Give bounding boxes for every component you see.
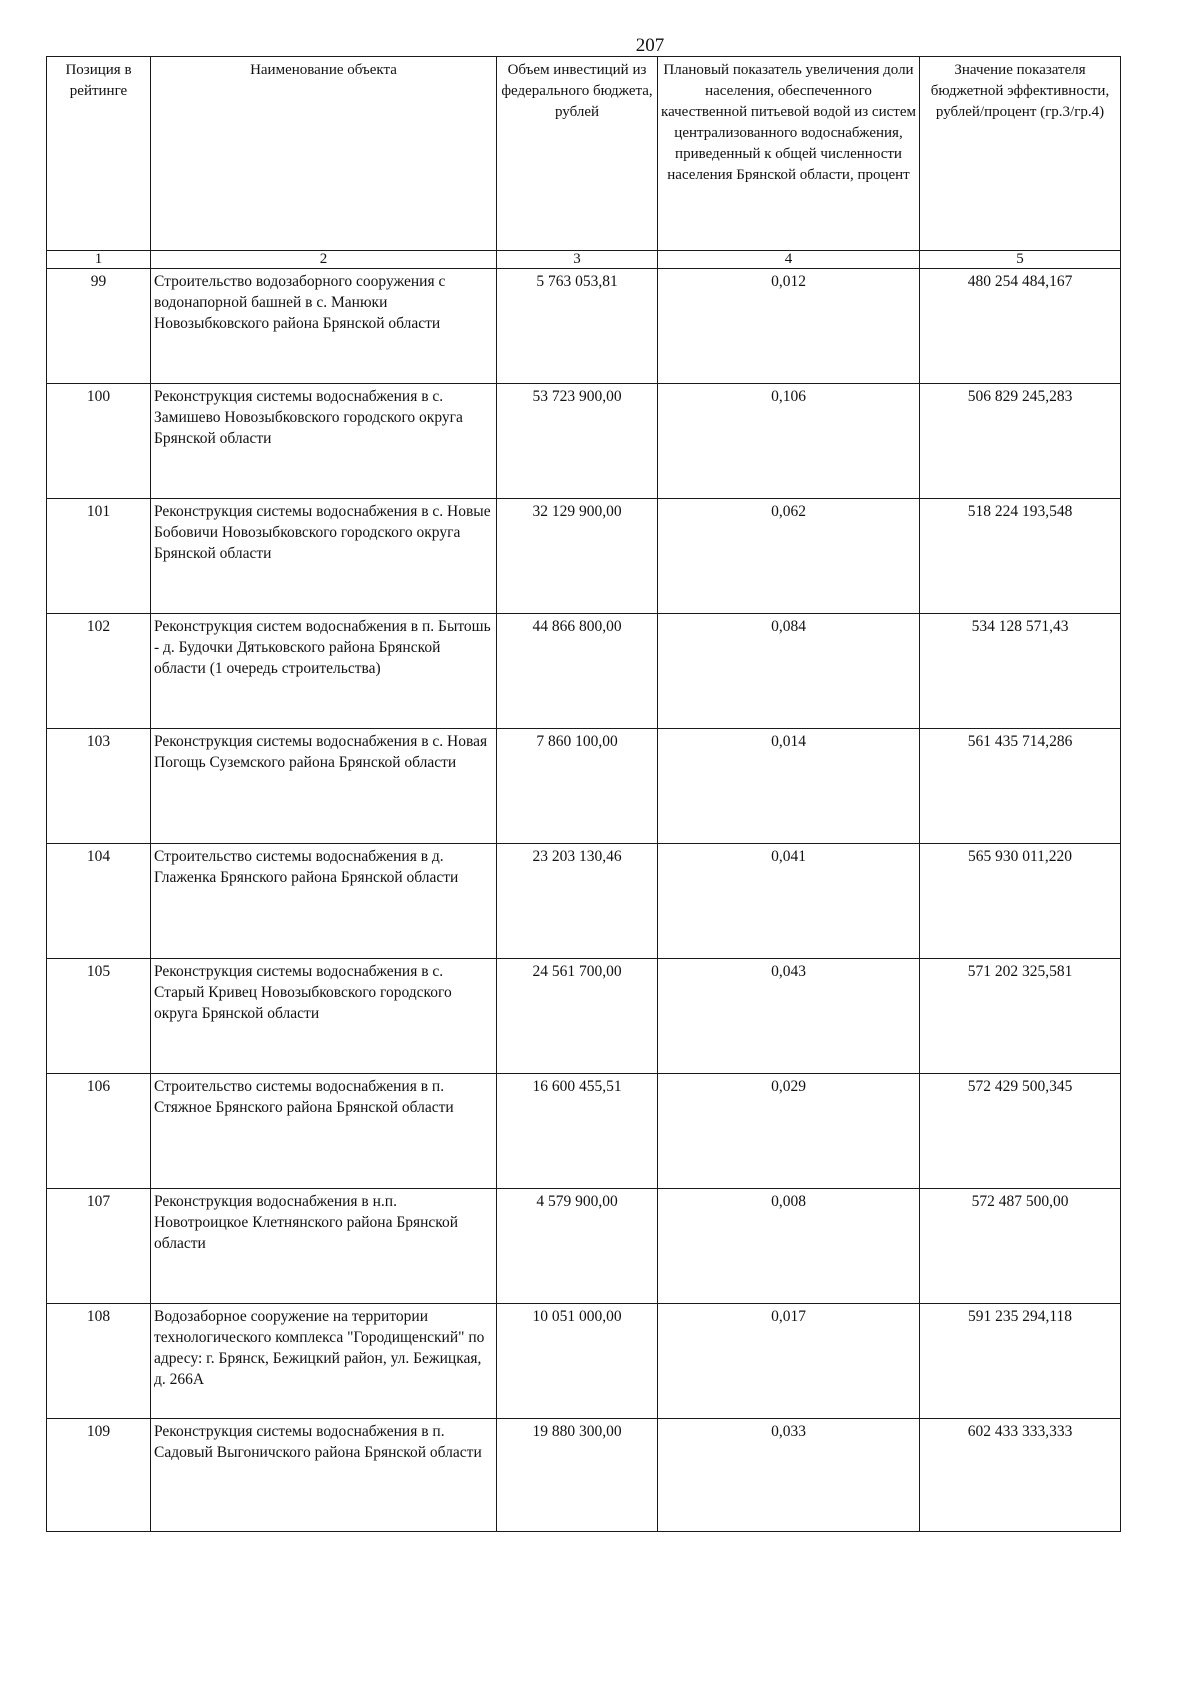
efficiency-cell: 480 254 484,167 <box>920 269 1121 384</box>
indicator-cell: 0,014 <box>658 729 920 844</box>
indicator-cell: 0,029 <box>658 1074 920 1189</box>
table-row <box>47 384 1121 499</box>
investment-cell: 16 600 455,51 <box>497 1074 658 1189</box>
indicator-cell: 0,106 <box>658 384 920 499</box>
indicator-cell: 0,084 <box>658 614 920 729</box>
indicator-cell: 0,033 <box>658 1419 920 1532</box>
column-number-row <box>47 251 1121 269</box>
indicator-cell: 0,062 <box>658 499 920 614</box>
efficiency-cell: 506 829 245,283 <box>920 384 1121 499</box>
table-row <box>47 729 1121 844</box>
position-cell: 101 <box>47 499 151 614</box>
object-name-cell: Строительство системы водоснабжения в п. Стяжное Брянского района Брянской области <box>151 1074 497 1189</box>
position-cell: 100 <box>47 384 151 499</box>
indicator-cell: 0,008 <box>658 1189 920 1304</box>
header-row <box>47 57 1121 251</box>
column-number: 5 <box>920 251 1121 269</box>
investment-cell: 10 051 000,00 <box>497 1304 658 1419</box>
efficiency-cell: 561 435 714,286 <box>920 729 1121 844</box>
table-row <box>47 844 1121 959</box>
column-number: 2 <box>151 251 497 269</box>
indicator-cell: 0,041 <box>658 844 920 959</box>
indicator-cell: 0,012 <box>658 269 920 384</box>
efficiency-cell: 518 224 193,548 <box>920 499 1121 614</box>
position-cell: 106 <box>47 1074 151 1189</box>
investment-cell: 4 579 900,00 <box>497 1189 658 1304</box>
page-number: 207 <box>635 35 665 56</box>
object-name-cell: Водозаборное сооружение на территории технологического комплекса "Городищенский" по адресу: г. Брянск, Бежицкий район, ул. Бежицкая, д. 266А <box>151 1304 497 1419</box>
object-name-cell: Реконструкция водоснабжения в н.п. Новотроицкое Клетнянского района Брянской области <box>151 1189 497 1304</box>
column-number: 1 <box>47 251 151 269</box>
table-row <box>47 959 1121 1074</box>
column-header-indicator: Плановый показатель увеличения доли населения, обеспеченного качественной питьевой водой из систем централизованного водоснабжения, приведенный к общей численности населения Брянской области, процент <box>658 57 920 251</box>
column-number: 4 <box>658 251 920 269</box>
table-row <box>47 1189 1121 1304</box>
column-header-investment: Объем инвестиций из федерального бюджета, рублей <box>497 57 658 251</box>
object-name-cell: Реконструкция системы водоснабжения в с. Новая Погощь Суземского района Брянской области <box>151 729 497 844</box>
table-row <box>47 1074 1121 1189</box>
object-name-cell: Реконструкция систем водоснабжения в п. Бытошь - д. Будочки Дятьковского района Брянской области (1 очередь строительства) <box>151 614 497 729</box>
object-name-cell: Реконструкция системы водоснабжения в п. Садовый Выгоничского района Брянской области <box>151 1419 497 1532</box>
rating-table <box>46 56 1121 1532</box>
efficiency-cell: 534 128 571,43 <box>920 614 1121 729</box>
investment-cell: 32 129 900,00 <box>497 499 658 614</box>
object-name-cell: Реконструкция системы водоснабжения в с. Замишево Новозыбковского городского округа Брянской области <box>151 384 497 499</box>
efficiency-cell: 571 202 325,581 <box>920 959 1121 1074</box>
position-cell: 105 <box>47 959 151 1074</box>
investment-cell: 23 203 130,46 <box>497 844 658 959</box>
investment-cell: 7 860 100,00 <box>497 729 658 844</box>
table-row <box>47 614 1121 729</box>
investment-cell: 44 866 800,00 <box>497 614 658 729</box>
position-cell: 99 <box>47 269 151 384</box>
efficiency-cell: 572 429 500,345 <box>920 1074 1121 1189</box>
column-header-position: Позиция в рейтинге <box>47 57 151 251</box>
efficiency-cell: 565 930 011,220 <box>920 844 1121 959</box>
investment-cell: 19 880 300,00 <box>497 1419 658 1532</box>
column-number: 3 <box>497 251 658 269</box>
position-cell: 108 <box>47 1304 151 1419</box>
efficiency-cell: 572 487 500,00 <box>920 1189 1121 1304</box>
position-cell: 102 <box>47 614 151 729</box>
object-name-cell: Строительство системы водоснабжения в д. Глаженка Брянского района Брянской области <box>151 844 497 959</box>
table-row <box>47 499 1121 614</box>
position-cell: 109 <box>47 1419 151 1532</box>
column-header-efficiency: Значение показателя бюджетной эффективности, рублей/процент (гр.3/гр.4) <box>920 57 1121 251</box>
position-cell: 103 <box>47 729 151 844</box>
efficiency-cell: 591 235 294,118 <box>920 1304 1121 1419</box>
table-row <box>47 269 1121 384</box>
object-name-cell: Строительство водозаборного сооружения с водонапорной башней в с. Манюки Новозыбковского района Брянской области <box>151 269 497 384</box>
efficiency-cell: 602 433 333,333 <box>920 1419 1121 1532</box>
object-name-cell: Реконструкция системы водоснабжения в с. Старый Кривец Новозыбковского городского округа Брянской области <box>151 959 497 1074</box>
indicator-cell: 0,017 <box>658 1304 920 1419</box>
investment-cell: 53 723 900,00 <box>497 384 658 499</box>
object-name-cell: Реконструкция системы водоснабжения в с. Новые Бобовичи Новозыбковского городского округа Брянской области <box>151 499 497 614</box>
position-cell: 104 <box>47 844 151 959</box>
investment-cell: 5 763 053,81 <box>497 269 658 384</box>
table-row <box>47 1304 1121 1419</box>
table-row <box>47 1419 1121 1532</box>
position-cell: 107 <box>47 1189 151 1304</box>
investment-cell: 24 561 700,00 <box>497 959 658 1074</box>
indicator-cell: 0,043 <box>658 959 920 1074</box>
column-header-name: Наименование объекта <box>151 57 497 251</box>
